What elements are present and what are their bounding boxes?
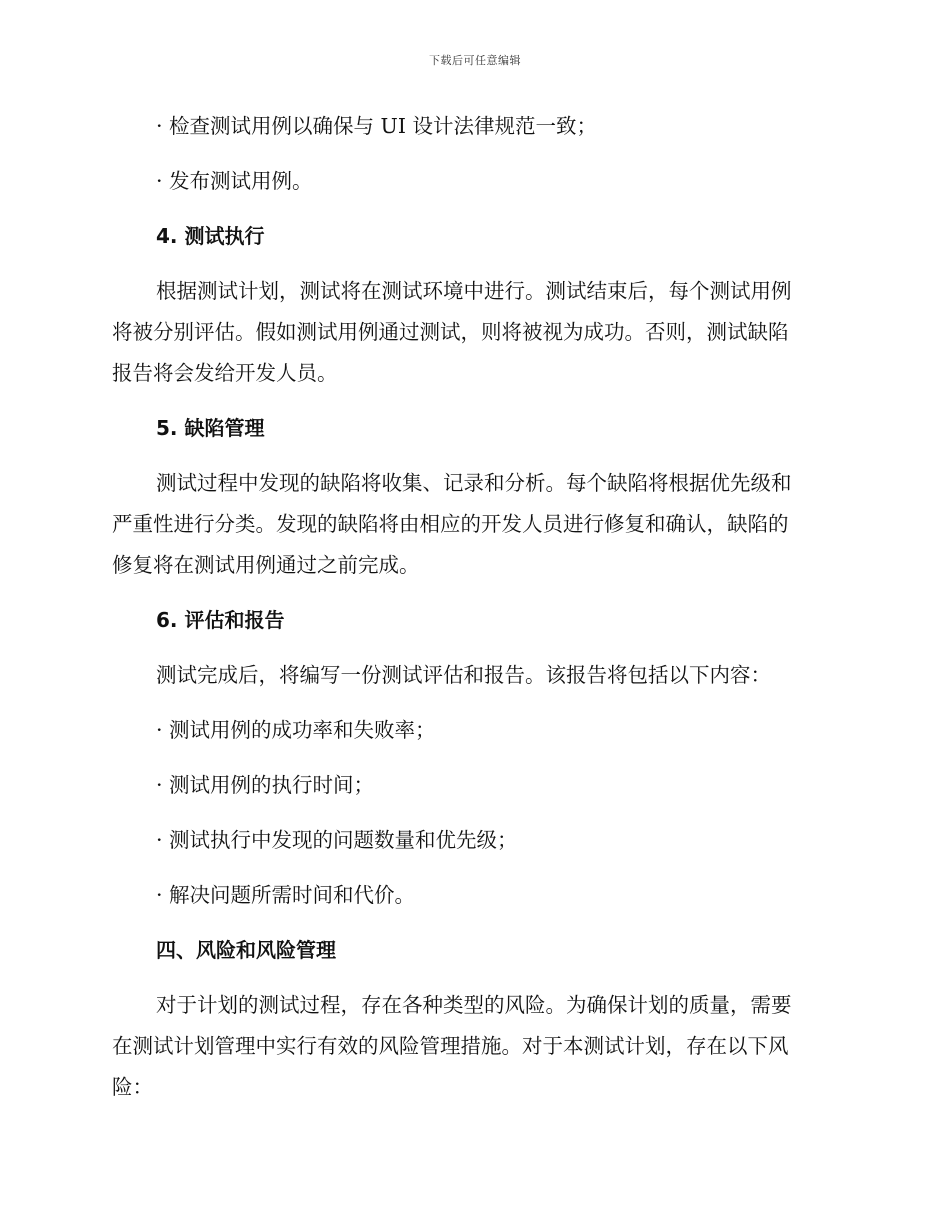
paragraph-line: 对于计划的测试过程，存在各种类型的风险。为确保计划的质量，需要: [156, 993, 792, 1017]
paragraph: 测试完成后，将编写一份测试评估和报告。该报告将包括以下内容：: [156, 663, 771, 687]
paragraph-line: 测试过程中发现的缺陷将收集、记录和分析。每个缺陷将根据优先级和: [156, 471, 792, 495]
paragraph: [112, 985, 832, 1108]
paragraph-line: 报告将会发给开发人员。: [112, 361, 338, 385]
paragraph-line: 将被分别评估。假如测试用例通过测试，则将被视为成功。否则，测试缺陷: [112, 320, 789, 344]
paragraph: [112, 463, 832, 586]
paragraph-line: 在测试计划管理中实行有效的风险管理措施。对于本测试计划，存在以下风: [112, 1034, 789, 1058]
section-heading: 6. 评估和报告: [156, 608, 285, 632]
bullet-item: · 检查测试用例以确保与 UI 设计法律规范一致；: [156, 114, 597, 138]
paragraph-line: 严重性进行分类。发现的缺陷将由相应的开发人员进行修复和确认，缺陷的: [112, 512, 789, 536]
bullet-item: · 发布测试用例。: [156, 169, 313, 193]
paragraph-line: 根据测试计划，测试将在测试环境中进行。测试结束后，每个测试用例: [156, 279, 792, 303]
section-heading: 5. 缺陷管理: [156, 416, 265, 440]
bullet-item: · 测试执行中发现的问题数量和优先级；: [156, 828, 518, 852]
section-heading: 4. 测试执行: [156, 224, 265, 248]
bullet-item: · 测试用例的执行时间；: [156, 773, 375, 797]
paragraph: [112, 271, 832, 394]
paragraph-line: 修复将在测试用例通过之前完成。: [112, 553, 420, 577]
bullet-item: · 解决问题所需时间和代价。: [156, 883, 416, 907]
section-heading: 四、风险和风险管理: [156, 938, 336, 962]
bullet-item: · 测试用例的成功率和失败率；: [156, 718, 436, 742]
paragraph-line: 险：: [112, 1075, 153, 1099]
page-header: 下载后可任意编辑: [429, 54, 521, 67]
document-body: [112, 106, 832, 1122]
